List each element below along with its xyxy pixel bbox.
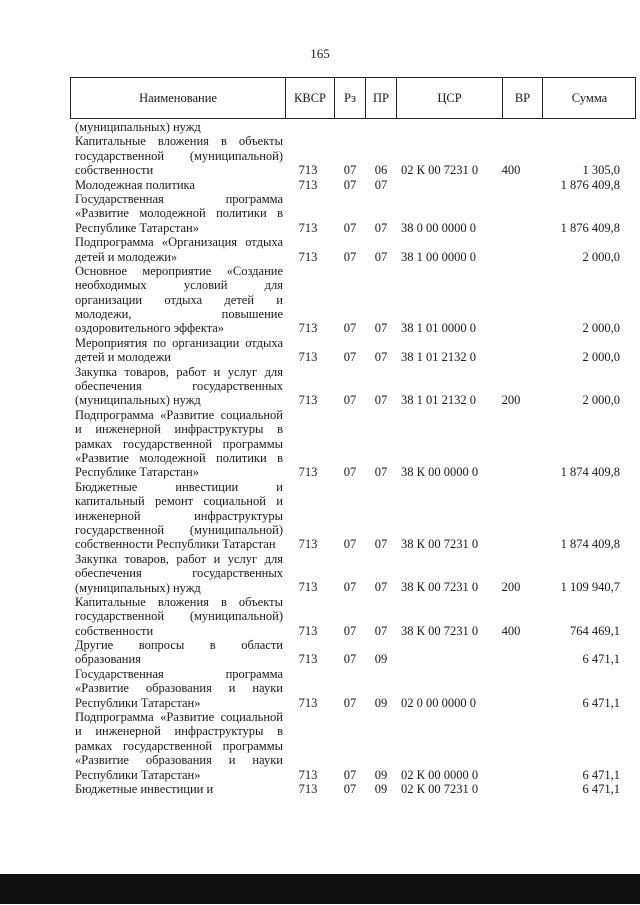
row-name-line: Капитальные вложения в объекты — [75, 134, 283, 149]
row-name-line: «Развитие молодежной политики в — [75, 206, 283, 221]
cell-pr: 09 — [374, 652, 388, 667]
cell-pr: 07 — [374, 465, 388, 480]
row-name-line: Закупка товаров, работ и услуг для — [75, 364, 283, 379]
cell-rz: 07 — [343, 321, 357, 336]
cell-rz: 07 — [343, 580, 357, 595]
cell-kvsr: 713 — [298, 393, 318, 408]
cell-rz: 07 — [343, 652, 357, 667]
row-name-line: (муниципальных) нужд — [75, 580, 201, 595]
row-name-line: Другие вопросы в области — [75, 638, 283, 653]
table-row — [70, 235, 636, 264]
cell-csr: 02 0 00 0000 0 — [401, 695, 476, 710]
row-name — [75, 408, 283, 480]
table-header — [70, 77, 636, 119]
cell-csr: 38 К 00 7231 0 — [401, 623, 479, 638]
table-row — [70, 638, 636, 667]
cell-pr: 07 — [374, 350, 388, 365]
row-name-line: Подпрограмма «Организация отдыха — [75, 235, 283, 250]
table-row — [70, 192, 636, 235]
cell-csr: 38 К 00 0000 0 — [401, 465, 479, 480]
table-row — [70, 134, 636, 177]
cell-kvsr: 713 — [298, 220, 318, 235]
table-row — [70, 710, 636, 782]
cell-sum: 6 471,1 — [582, 695, 620, 710]
cell-kvsr: 713 — [298, 623, 318, 638]
cell-vr: 200 — [501, 580, 521, 595]
row-name — [75, 235, 283, 264]
cell-pr: 07 — [374, 537, 388, 552]
cell-rz: 07 — [343, 537, 357, 552]
cell-rz: 07 — [343, 249, 357, 264]
table-row — [70, 178, 636, 192]
cell-rz: 07 — [343, 623, 357, 638]
header-sum: Сумма — [542, 78, 636, 118]
cell-kvsr: 713 — [298, 249, 318, 264]
cell-rz: 07 — [343, 393, 357, 408]
header-vr: ВР — [502, 78, 542, 118]
cell-pr: 07 — [374, 580, 388, 595]
cell-pr: 06 — [374, 163, 388, 178]
row-name-line: Мероприятия по организации отдыха — [75, 335, 283, 350]
cell-csr: 38 1 01 0000 0 — [401, 321, 476, 336]
cell-csr: 02 К 00 7231 0 — [401, 163, 479, 178]
cell-rz: 07 — [343, 781, 357, 796]
cell-sum: 6 471,1 — [582, 767, 620, 782]
table-row — [70, 365, 636, 408]
row-name — [75, 552, 283, 595]
cell-rz: 07 — [343, 220, 357, 235]
row-name — [75, 264, 283, 336]
cell-rz: 07 — [343, 465, 357, 480]
cell-kvsr: 713 — [298, 695, 318, 710]
table-row — [70, 552, 636, 595]
row-name — [75, 710, 283, 782]
row-name-line: собственности — [75, 163, 154, 178]
row-name-line: организации отдыха детей и — [75, 292, 283, 307]
cell-csr: 38 1 01 2132 0 — [401, 393, 476, 408]
cell-vr: 400 — [501, 623, 521, 638]
row-name — [75, 134, 283, 177]
row-name-line: государственной (муниципальной) — [75, 148, 283, 163]
row-name-line: «Развитие образования и науки — [75, 753, 283, 768]
cell-csr: 38 К 00 7231 0 — [401, 580, 479, 595]
cell-pr: 09 — [374, 695, 388, 710]
cell-sum: 1 876 409,8 — [560, 220, 620, 235]
cell-pr: 07 — [374, 321, 388, 336]
row-name-line: детей и молодежи» — [75, 249, 178, 264]
row-name-line: собственности Республики Татарстан — [75, 537, 276, 552]
cell-pr: 07 — [374, 177, 388, 192]
row-name — [75, 120, 283, 134]
cell-kvsr: 713 — [298, 652, 318, 667]
cell-sum: 1 874 409,8 — [560, 465, 620, 480]
row-name-line: капитальный ремонт социальной и — [75, 494, 283, 509]
row-name — [75, 638, 283, 667]
cell-pr: 07 — [374, 393, 388, 408]
cell-pr: 07 — [374, 249, 388, 264]
row-name — [75, 178, 283, 192]
cell-kvsr: 713 — [298, 537, 318, 552]
table-row — [70, 264, 636, 336]
row-name-line: Государственная программа — [75, 666, 283, 681]
cell-kvsr: 713 — [298, 321, 318, 336]
cell-rz: 07 — [343, 163, 357, 178]
cell-sum: 6 471,1 — [582, 652, 620, 667]
cell-pr: 07 — [374, 623, 388, 638]
row-name-line: Республике Татарстан» — [75, 220, 199, 235]
row-name-line: необходимых условий для — [75, 278, 283, 293]
table-body — [70, 120, 636, 796]
budget-table — [70, 77, 636, 796]
row-name — [75, 365, 283, 408]
row-name-line: Подпрограмма «Развитие социальной — [75, 407, 283, 422]
table-row — [70, 120, 636, 134]
cell-sum: 764 469,1 — [570, 623, 620, 638]
cell-pr: 07 — [374, 220, 388, 235]
row-name-line: и инженерной инфраструктуры в — [75, 422, 283, 437]
row-name-line: (муниципальных) нужд — [75, 393, 201, 408]
cell-sum: 2 000,0 — [582, 249, 620, 264]
cell-sum: 1 876 409,8 — [560, 177, 620, 192]
row-name-line: обеспечения государственных — [75, 566, 283, 581]
cell-sum: 2 000,0 — [582, 393, 620, 408]
table-row — [70, 782, 636, 796]
row-name-line: Молодежная политика — [75, 177, 195, 192]
row-name — [75, 667, 283, 710]
cell-sum: 6 471,1 — [582, 781, 620, 796]
row-name-line: Государственная программа — [75, 191, 283, 206]
cell-sum: 1 305,0 — [582, 163, 620, 178]
table-row — [70, 667, 636, 710]
cell-sum: 1 874 409,8 — [560, 537, 620, 552]
cell-kvsr: 713 — [298, 781, 318, 796]
page-number: 165 — [310, 46, 330, 61]
row-name-line: Республики Татарстан» — [75, 695, 201, 710]
header-csr: ЦСР — [396, 78, 502, 118]
row-name-line: Республике Татарстан» — [75, 465, 199, 480]
row-name-line: рамках государственной программы — [75, 738, 283, 753]
row-name-line: оздоровительного эффекта» — [75, 321, 225, 336]
cell-kvsr: 713 — [298, 767, 318, 782]
row-name-line: Закупка товаров, работ и услуг для — [75, 551, 283, 566]
row-name-line: собственности — [75, 623, 154, 638]
row-name-line: Бюджетные инвестиции и — [75, 781, 214, 796]
cell-rz: 07 — [343, 177, 357, 192]
cell-vr: 200 — [501, 393, 521, 408]
cell-kvsr: 713 — [298, 163, 318, 178]
cell-kvsr: 713 — [298, 465, 318, 480]
row-name — [75, 336, 283, 365]
cell-sum: 2 000,0 — [582, 321, 620, 336]
row-name-line: обеспечения государственных — [75, 379, 283, 394]
cell-csr: 02 К 00 0000 0 — [401, 767, 479, 782]
row-name-line: рамках государственной программы — [75, 436, 283, 451]
row-name-line: государственной (муниципальной) — [75, 522, 283, 537]
row-name — [75, 782, 283, 796]
row-name-line: Подпрограмма «Развитие социальной — [75, 710, 283, 725]
cell-kvsr: 713 — [298, 177, 318, 192]
cell-csr: 38 1 01 2132 0 — [401, 350, 476, 365]
table-row — [70, 480, 636, 552]
cell-csr: 02 К 00 7231 0 — [401, 781, 479, 796]
row-name-line: (муниципальных) нужд — [75, 120, 201, 134]
cell-rz: 07 — [343, 695, 357, 710]
row-name-line: «Развитие молодежной политики в — [75, 450, 283, 465]
row-name-line: государственной (муниципальной) — [75, 609, 283, 624]
table-row — [70, 336, 636, 365]
cell-pr: 09 — [374, 767, 388, 782]
cell-csr: 38 К 00 7231 0 — [401, 537, 479, 552]
cell-sum: 1 109 940,7 — [560, 580, 620, 595]
cell-csr: 38 1 00 0000 0 — [401, 249, 476, 264]
table-row — [70, 408, 636, 480]
header-rz: Рз — [334, 78, 365, 118]
row-name-line: Капитальные вложения в объекты — [75, 594, 283, 609]
row-name-line: образования — [75, 652, 141, 667]
row-name-line: Основное мероприятие «Создание — [75, 263, 283, 278]
row-name-line: инженерной инфраструктуры — [75, 508, 283, 523]
header-pr: ПР — [365, 78, 396, 118]
row-name-line: молодежи, повышение — [75, 307, 283, 322]
header-name: Наименование — [139, 91, 217, 105]
cell-sum: 2 000,0 — [582, 350, 620, 365]
cell-kvsr: 713 — [298, 580, 318, 595]
row-name — [75, 480, 283, 552]
row-name-line: Республики Татарстан» — [75, 767, 201, 782]
row-name-line: детей и молодежи — [75, 350, 171, 365]
cell-vr: 400 — [501, 163, 521, 178]
cell-csr: 38 0 00 0000 0 — [401, 220, 476, 235]
cell-rz: 07 — [343, 350, 357, 365]
row-name-line: «Развитие образования и науки — [75, 681, 283, 696]
cell-rz: 07 — [343, 767, 357, 782]
cell-kvsr: 713 — [298, 350, 318, 365]
header-kvsr: КВСР — [285, 78, 334, 118]
table-row — [70, 595, 636, 638]
cell-pr: 09 — [374, 781, 388, 796]
row-name-line: Бюджетные инвестиции и — [75, 479, 283, 494]
scan-bottom-edge — [0, 874, 640, 904]
row-name-line: и инженерной инфраструктуры в — [75, 724, 283, 739]
row-name — [75, 192, 283, 235]
row-name — [75, 595, 283, 638]
